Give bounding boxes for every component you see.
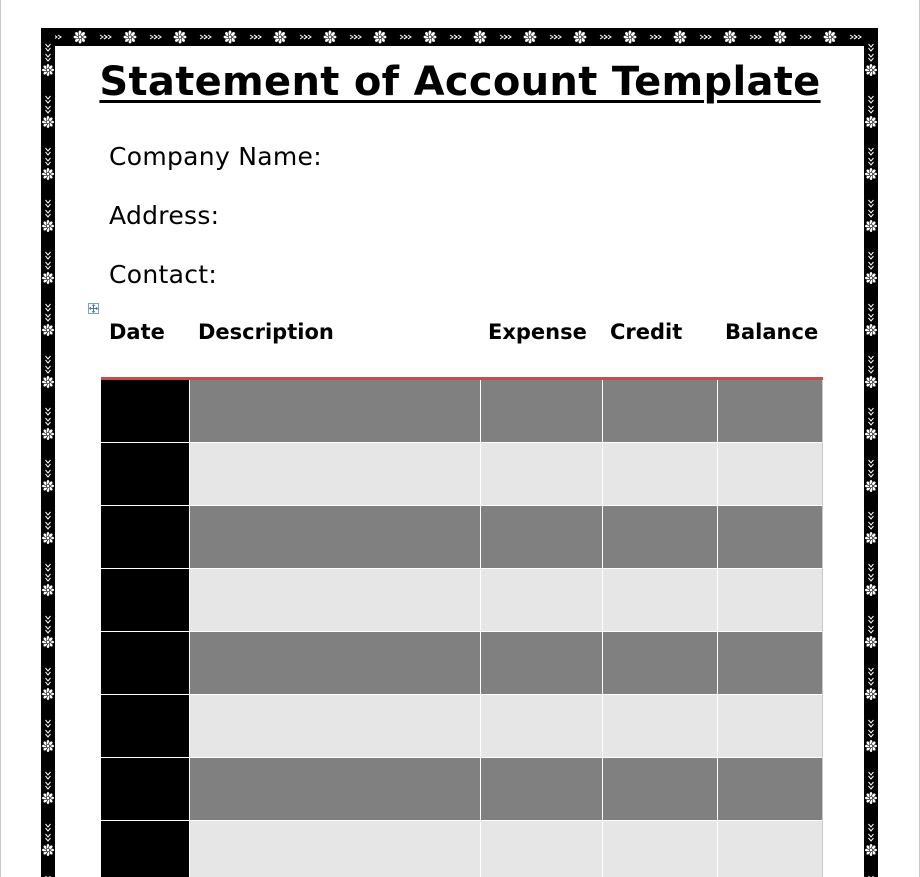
table-cell-description[interactable] <box>189 569 480 632</box>
table-cell-expense[interactable] <box>480 569 602 632</box>
table-cell-balance[interactable] <box>717 506 823 569</box>
table-cell-credit[interactable] <box>602 506 717 569</box>
column-header-balance: Balance <box>725 320 819 344</box>
table-cell-balance[interactable] <box>717 821 823 877</box>
table-cell-balance[interactable] <box>717 758 823 821</box>
flower-ornament-icon <box>864 28 878 877</box>
table-row <box>101 569 823 632</box>
column-header-date: Date <box>109 320 165 344</box>
table-cell-date[interactable] <box>101 380 189 443</box>
table-cell-date[interactable] <box>101 632 189 695</box>
decorative-border-top <box>41 28 878 46</box>
table-row <box>101 758 823 821</box>
table-cell-balance[interactable] <box>717 569 823 632</box>
table-cell-expense[interactable] <box>480 758 602 821</box>
table-cell-date[interactable] <box>101 758 189 821</box>
table-cell-date[interactable] <box>101 506 189 569</box>
table-cell-date[interactable] <box>101 695 189 758</box>
table-cell-balance[interactable] <box>717 632 823 695</box>
table-cell-credit[interactable] <box>602 821 717 877</box>
table-cell-expense[interactable] <box>480 821 602 877</box>
table-cell-expense[interactable] <box>480 632 602 695</box>
table-cell-date[interactable] <box>101 569 189 632</box>
move-handle-icon[interactable] <box>88 303 99 314</box>
table-cell-description[interactable] <box>189 821 480 877</box>
table-cell-credit[interactable] <box>602 569 717 632</box>
table-cell-balance[interactable] <box>717 695 823 758</box>
statement-table <box>101 377 823 877</box>
column-header-description: Description <box>198 320 334 344</box>
table-cell-balance[interactable] <box>717 380 823 443</box>
decorative-border-right <box>864 28 878 877</box>
contact-label: Contact: <box>109 260 218 289</box>
table-cell-description[interactable] <box>189 380 480 443</box>
page-edge <box>0 0 1 877</box>
table-cell-expense[interactable] <box>480 380 602 443</box>
table-cell-balance[interactable] <box>717 443 823 506</box>
table-row <box>101 695 823 758</box>
column-header-expense: Expense <box>488 320 587 344</box>
table-cell-expense[interactable] <box>480 443 602 506</box>
address-label: Address: <box>109 201 220 230</box>
table-cell-credit[interactable] <box>602 758 717 821</box>
table-cell-description[interactable] <box>189 632 480 695</box>
table-cell-credit[interactable] <box>602 695 717 758</box>
document-title-text: Statement of Account Template <box>99 59 821 105</box>
table-row <box>101 443 823 506</box>
table-cell-credit[interactable] <box>602 380 717 443</box>
flower-ornament-icon <box>41 28 878 46</box>
table-cell-expense[interactable] <box>480 506 602 569</box>
table-cell-description[interactable] <box>189 758 480 821</box>
flower-ornament-icon <box>41 28 55 877</box>
table-cell-credit[interactable] <box>602 632 717 695</box>
table-row <box>101 632 823 695</box>
table-cell-credit[interactable] <box>602 443 717 506</box>
table-cell-description[interactable] <box>189 695 480 758</box>
table-cell-description[interactable] <box>189 443 480 506</box>
table-cell-description[interactable] <box>189 506 480 569</box>
table-cell-expense[interactable] <box>480 695 602 758</box>
table-row <box>101 506 823 569</box>
column-header-credit: Credit <box>610 320 683 344</box>
table-row <box>101 380 823 443</box>
table-row <box>101 821 823 877</box>
decorative-border-left <box>41 28 55 877</box>
table-cell-date[interactable] <box>101 443 189 506</box>
document-title <box>0 56 920 108</box>
company-name-label: Company Name: <box>109 142 322 171</box>
table-cell-date[interactable] <box>101 821 189 877</box>
